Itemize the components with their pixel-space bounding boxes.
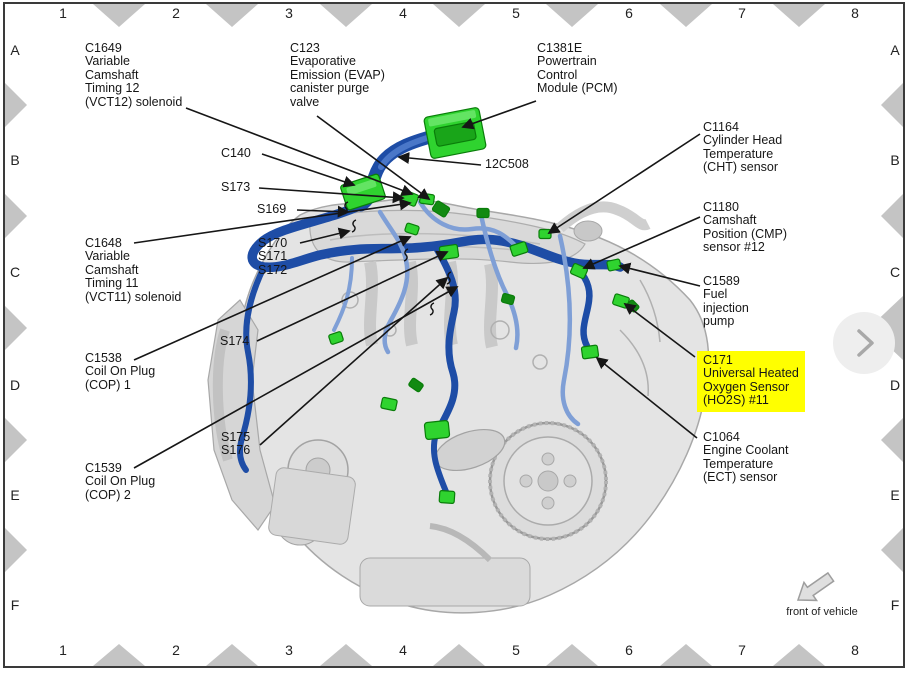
grid-col-bottom-3: 3	[285, 642, 293, 658]
grid-row-right-a: A	[890, 42, 900, 58]
grid-row-left-d: D	[9, 377, 21, 393]
grid-col-bottom-4: 4	[399, 642, 407, 658]
grid-row-right-f: F	[890, 597, 900, 613]
callout-c1538: C1538 Coil On Plug (COP) 1	[85, 351, 156, 392]
callout-c1539: C1539 Coil On Plug (COP) 2	[85, 461, 156, 502]
grid-row-left-a: A	[10, 42, 20, 58]
grid-row-right-e: E	[890, 487, 900, 503]
chevron-right-icon	[833, 312, 895, 374]
grid-col-bottom-5: 5	[512, 642, 520, 658]
callout-c123: C123 Evaporative Emission (EVAP) canister purge valve	[290, 41, 385, 109]
callout-s175-s176: S175 S176	[221, 430, 251, 458]
grid-col-top-3: 3	[285, 5, 293, 21]
grid-col-top-6: 6	[625, 5, 633, 21]
callout-s174: S174	[220, 334, 250, 348]
grid-col-bottom-1: 1	[59, 642, 67, 658]
callout-c1648: C1648 Variable Camshaft Timing 11 (VCT11) solenoid	[85, 236, 182, 304]
callout-c1064: C1064 Engine Coolant Temperature (ECT) sensor	[703, 430, 789, 485]
callout-c1180: C1180 Camshaft Position (CMP) sensor #12	[703, 200, 788, 255]
grid-row-left-e: E	[10, 487, 20, 503]
grid-row-left-f: F	[10, 597, 20, 613]
callout-c1381e: C1381E Powertrain Control Module (PCM)	[537, 41, 618, 96]
callout-c1649: C1649 Variable Camshaft Timing 12 (VCT12) solenoid	[85, 41, 183, 109]
grid-row-right-c: C	[889, 264, 901, 280]
grid-col-top-7: 7	[738, 5, 746, 21]
grid-row-left-b: B	[10, 152, 20, 168]
grid-col-top-5: 5	[512, 5, 520, 21]
grid-col-bottom-6: 6	[625, 642, 633, 658]
grid-row-right-b: B	[890, 152, 900, 168]
callout-s173: S173	[221, 180, 251, 194]
grid-row-left-c: C	[9, 264, 21, 280]
grid-row-right-d: D	[889, 377, 901, 393]
callout-c171-highlighted: C171 Universal Heated Oxygen Sensor (HO2S) #11	[697, 351, 805, 412]
callout-c140: C140	[221, 146, 251, 160]
callout-s169: S169	[257, 202, 287, 216]
grid-col-top-8: 8	[851, 5, 859, 21]
front-of-vehicle-label: front of vehicle	[786, 606, 858, 618]
grid-col-top-4: 4	[399, 5, 407, 21]
grid-col-bottom-2: 2	[172, 642, 180, 658]
grid-col-top-2: 2	[172, 5, 180, 21]
callout-12c508: 12C508	[485, 157, 529, 171]
callout-c1589: C1589 Fuel injection pump	[703, 274, 749, 329]
grid-col-bottom-7: 7	[738, 642, 746, 658]
callout-c1164: C1164 Cylinder Head Temperature (CHT) sensor	[703, 120, 783, 175]
next-image-button[interactable]	[833, 312, 895, 374]
grid-col-top-1: 1	[59, 5, 67, 21]
grid-col-bottom-8: 8	[851, 642, 859, 658]
callout-s170-s172: S170 S171 S172	[258, 236, 288, 277]
